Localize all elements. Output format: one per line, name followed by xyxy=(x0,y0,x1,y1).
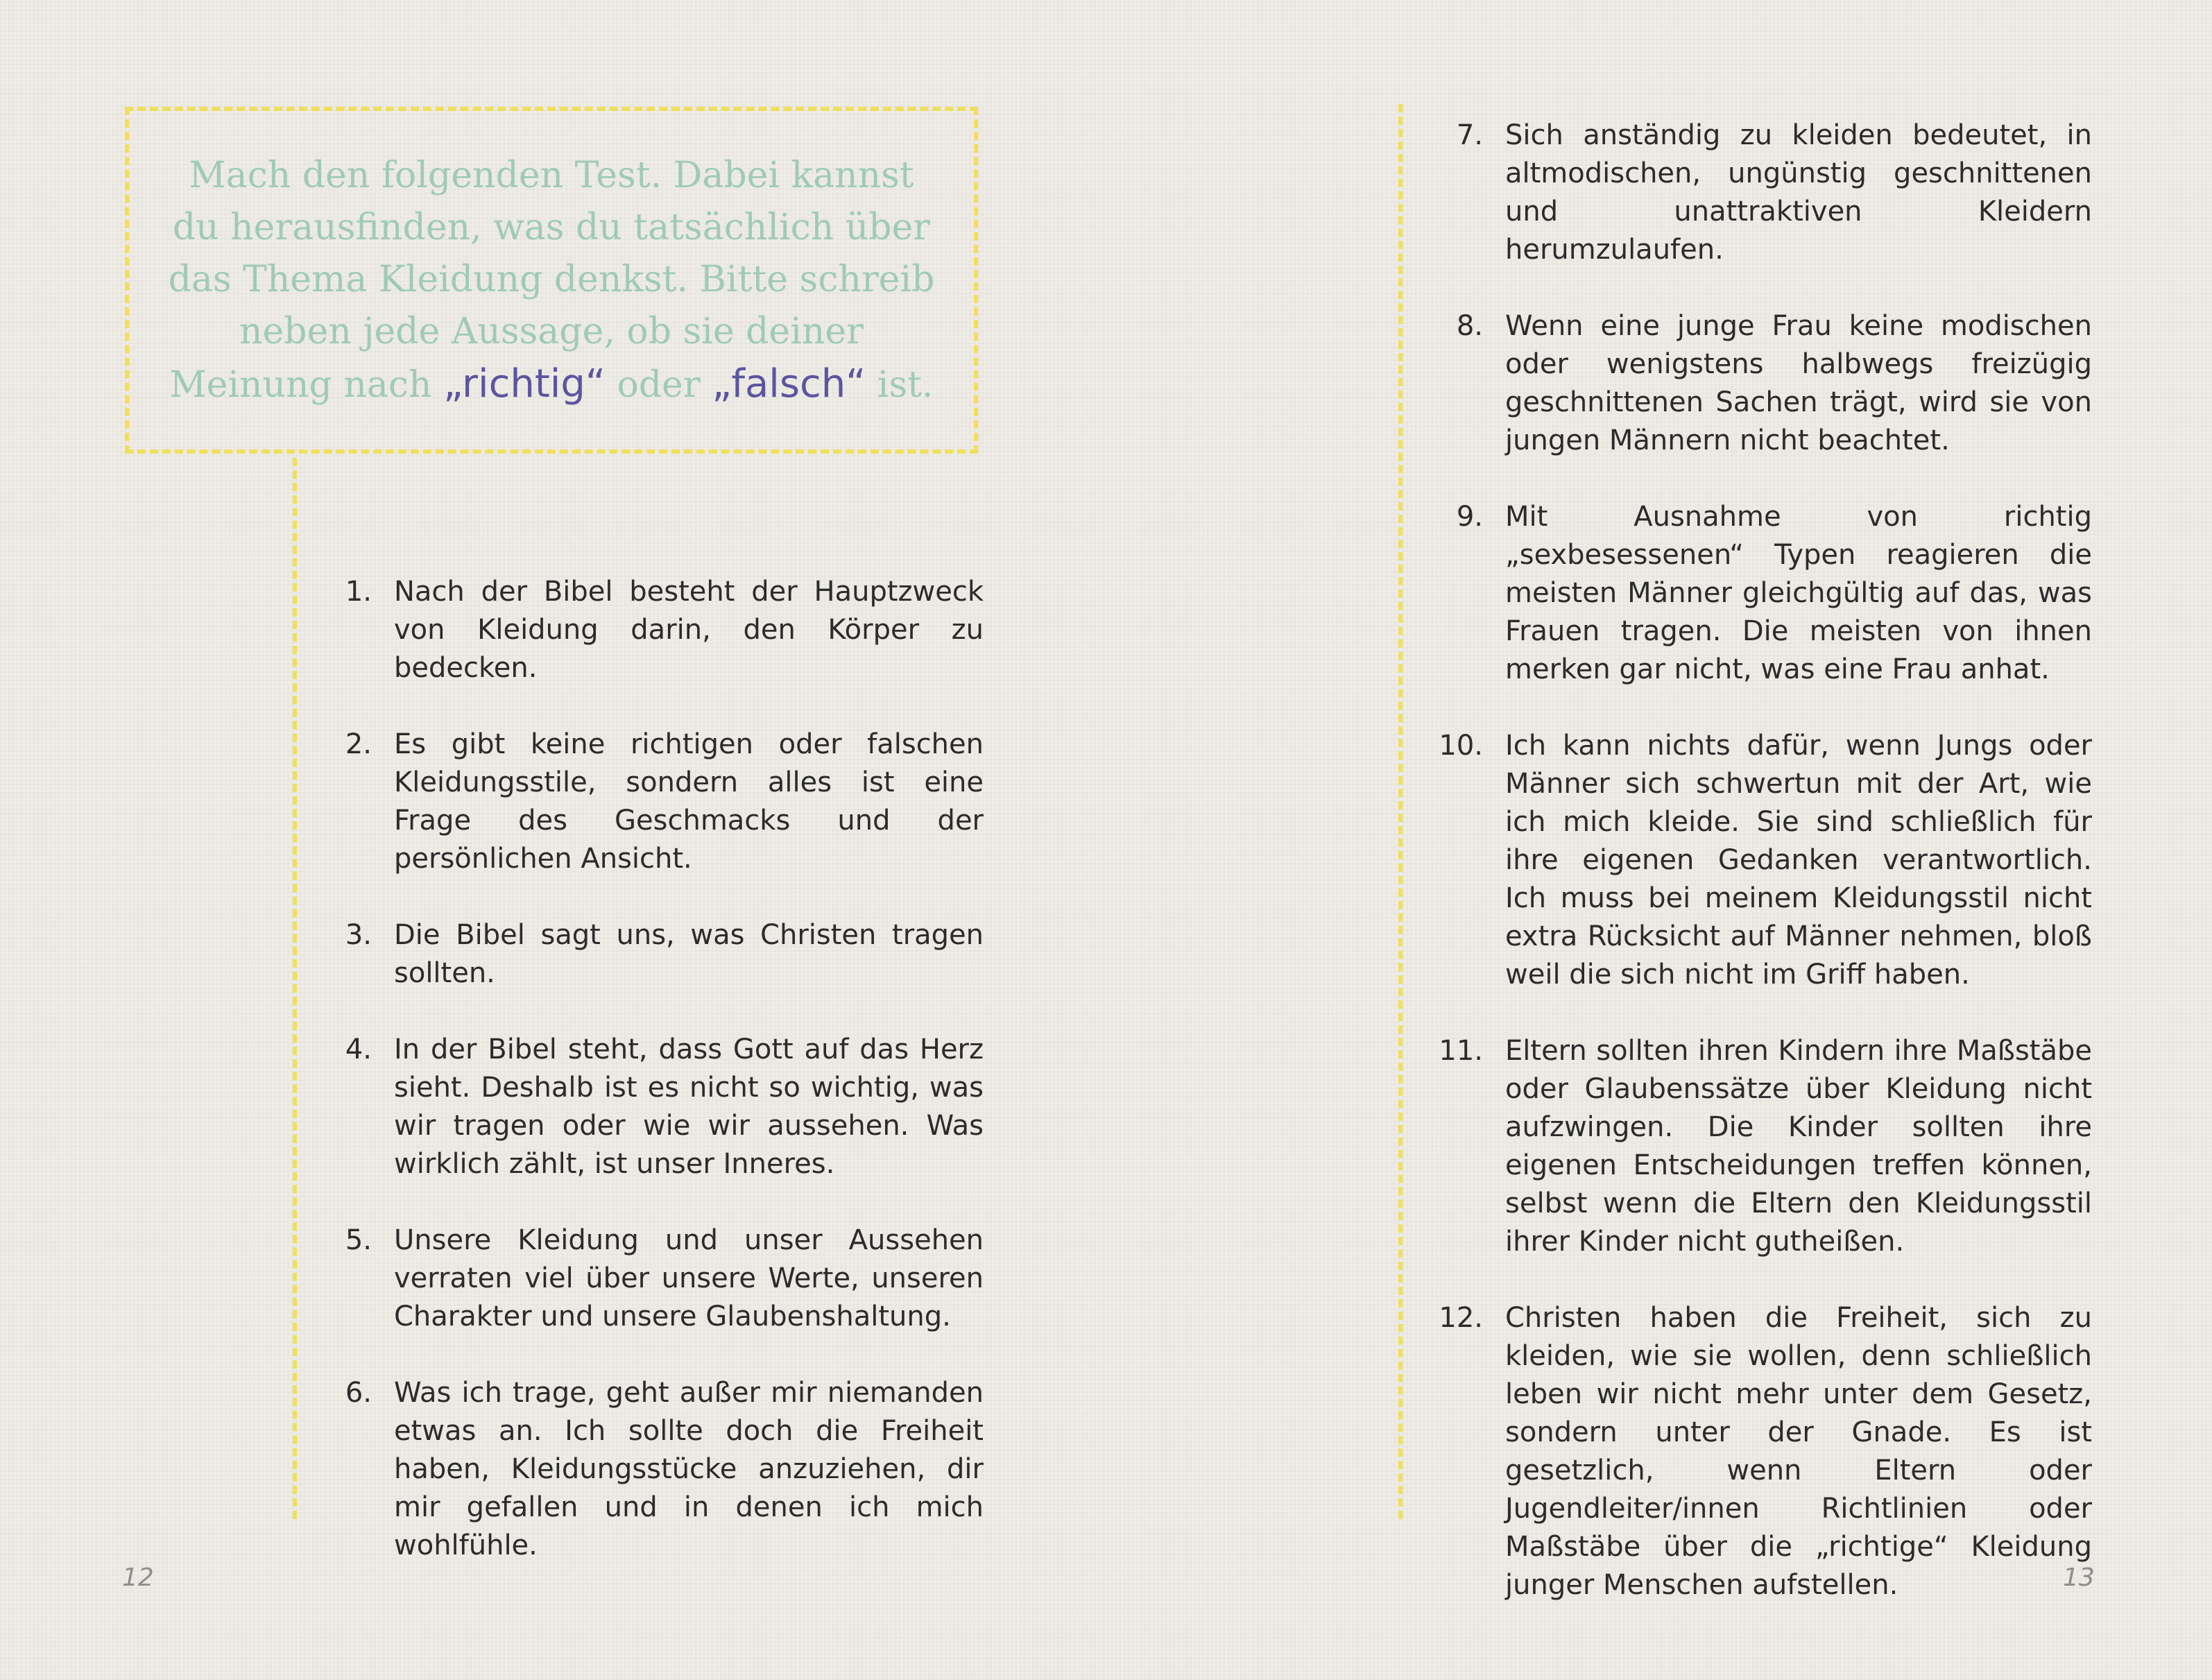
connector-line-left xyxy=(293,458,297,1519)
item-text: Es gibt keine richtigen oder falschen Kleidungsstile, sondern alles ist eine Frage des Geschmacks und der persönlichen Ansicht. xyxy=(394,728,984,875)
intro-before: Mach den folgenden Test. Dabei kannst du herausfinden, was du tatsächlich über das Thema Kleidung denkst. Bitte schreib neben jede Aussage, ob sie deiner Meinung nach xyxy=(168,154,935,406)
item-number: 7. xyxy=(1456,119,1483,151)
item-number: 2. xyxy=(345,728,372,760)
list-item xyxy=(1433,727,2092,994)
statement-list-left xyxy=(338,573,984,1603)
item-text: In der Bibel steht, dass Gott auf das Herz sieht. Deshalb ist es nicht so wichtig, was wir tragen oder wie wir aussehen. Was wirklich zählt, ist unser Inneres. xyxy=(394,1034,984,1180)
item-text: Ich kann nichts dafür, wenn Jungs oder Männer sich schwertun mit der Art, wie ich mich kleide. Sie sind schließlich für ihre eigenen Gedanken verantwortlich. Ich muss bei meinem Kleidungsstil nicht extra Rücksicht auf Männer nehmen, bloß weil die sich nicht im Griff haben. xyxy=(1505,730,2092,991)
item-text: Nach der Bibel besteht der Hauptzweck von Kleidung darin, den Körper zu bedecken. xyxy=(394,576,984,684)
page-right xyxy=(1106,0,2212,1680)
item-number: 6. xyxy=(345,1377,372,1409)
intro-text xyxy=(164,150,939,411)
item-text: Wenn eine junge Frau keine modischen oder wenigstens halbwegs freizügig geschnittenen Sachen trägt, wird sie von jungen Männern nicht beachtet. xyxy=(1505,310,2092,456)
list-item xyxy=(338,726,984,878)
keyword-true: „richtig“ xyxy=(443,361,606,406)
item-number: 10. xyxy=(1439,730,1483,762)
list-item xyxy=(338,1222,984,1336)
item-number: 9. xyxy=(1456,501,1483,533)
connector-line-right xyxy=(1398,104,1403,1519)
page-number-left: 12 xyxy=(122,1563,154,1592)
item-text: Eltern sollten ihren Kindern ihre Maßstäbe oder Glaubenssätze über Kleidung nicht aufzwingen. Die Kinder sollten ihre eigenen Entscheidungen treffen können, selbst wenn die Eltern den Kleidungsstil ihrer Kinder nicht gutheißen. xyxy=(1505,1035,2092,1258)
intro-after: ist. xyxy=(866,363,934,406)
item-text: Was ich trage, geht außer mir niemanden etwas an. Ich sollte doch die Freiheit haben, Kleidungsstücke anzuziehen, dir mir gefallen und in denen ich mich wohlfühle. xyxy=(394,1377,984,1561)
item-number: 4. xyxy=(345,1034,372,1065)
intro-box xyxy=(125,107,978,454)
item-number: 1. xyxy=(345,576,372,608)
item-number: 8. xyxy=(1456,310,1483,342)
list-item xyxy=(1433,1299,2092,1604)
item-number: 5. xyxy=(345,1224,372,1256)
item-number: 11. xyxy=(1439,1035,1483,1067)
keyword-false: „falsch“ xyxy=(712,361,866,406)
list-item xyxy=(338,916,984,993)
item-text: Christen haben die Freiheit, sich zu kleiden, wie sie wollen, denn schließlich leben wir nicht mehr unter dem Gesetz, sondern unter der Gnade. Es ist gesetzlich, wenn Eltern oder Jugendleiter/innen Richtlinien oder Maßstäbe über die „richtige“ Kleidung junger Menschen aufstellen. xyxy=(1505,1302,2092,1601)
item-text: Unsere Kleidung und unser Aussehen verraten viel über unsere Werte, unseren Charakter und unsere Glaubenshaltung. xyxy=(394,1224,984,1332)
list-item xyxy=(1433,117,2092,269)
list-item xyxy=(1433,307,2092,460)
list-item xyxy=(338,1031,984,1183)
page-number-right: 13 xyxy=(2063,1563,2095,1592)
list-item xyxy=(338,573,984,687)
item-text: Die Bibel sagt uns, was Christen tragen sollten. xyxy=(394,919,984,989)
item-text: Mit Ausnahme von richtig „sexbesessenen“ Typen reagieren die meisten Männer gleichgültig auf das, was Frauen tragen. Die meisten von ihnen merken gar nicht, was eine Frau anhat. xyxy=(1505,501,2092,685)
list-item xyxy=(1433,498,2092,689)
item-text: Sich anständig zu kleiden bedeutet, in altmodischen, ungünstig geschnittenen und unattraktiven Kleidern herumzulaufen. xyxy=(1505,119,2092,266)
item-number: 3. xyxy=(345,919,372,951)
statement-list-right xyxy=(1433,117,2092,1643)
intro-middle: oder xyxy=(605,363,712,406)
item-number: 12. xyxy=(1439,1302,1483,1334)
list-item xyxy=(338,1374,984,1565)
list-item xyxy=(1433,1032,2092,1261)
